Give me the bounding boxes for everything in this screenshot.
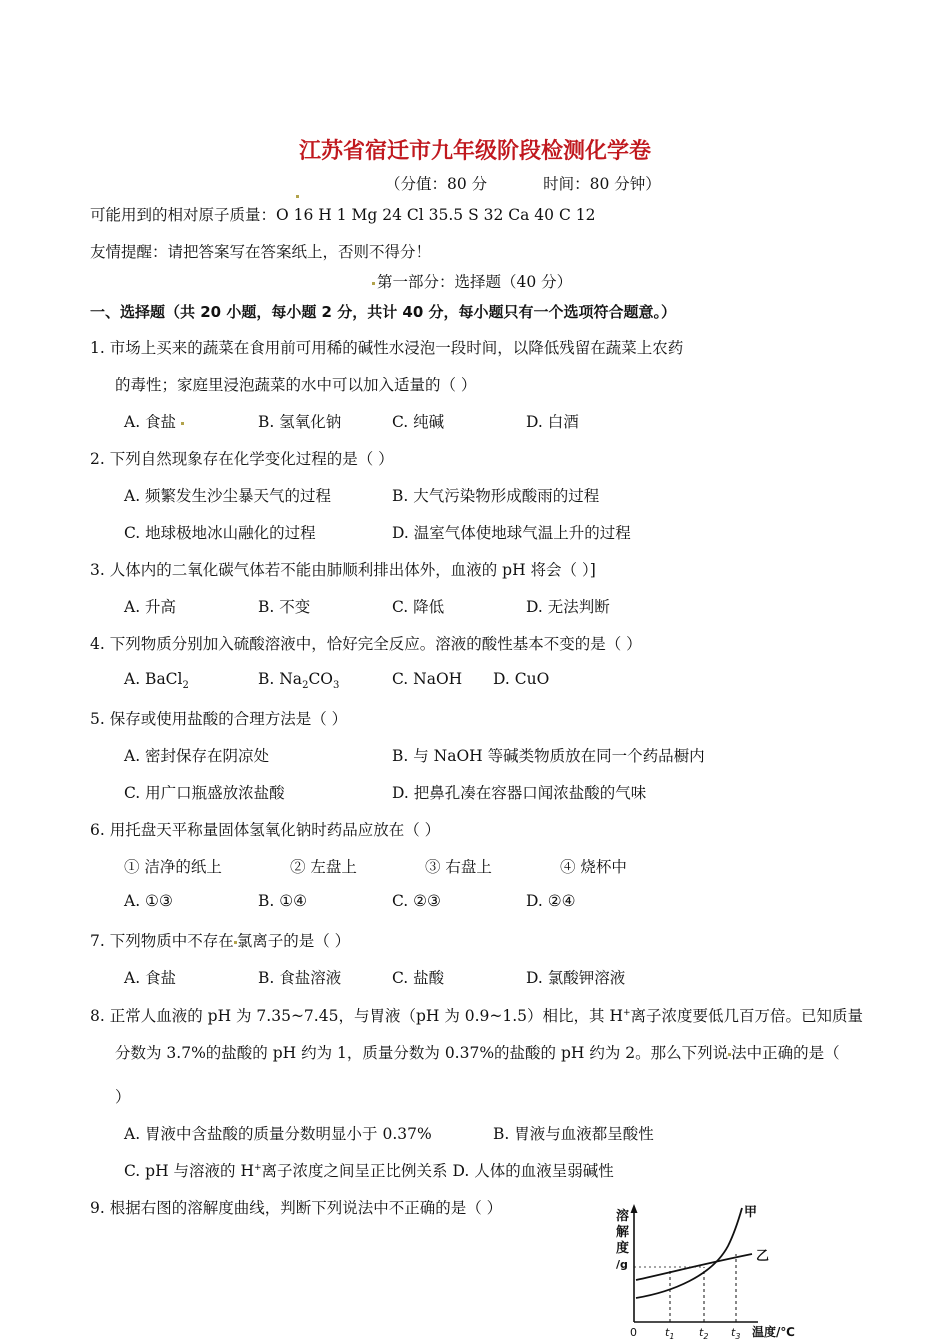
q7-option-c: C. 盐酸 <box>392 969 445 987</box>
q1-option-c: C. 纯碱 <box>392 413 445 431</box>
q3-stem: 3. 人体内的二氧化碳气体若不能由肺顺利排出体外，血液的 pH 将会（ ）] <box>90 561 596 579</box>
ylabel-unit: /g <box>616 1258 628 1271</box>
q5-option-d: D. 把鼻孔凑在容器口闻浓盐酸的气味 <box>392 784 647 802</box>
q9-stem: 9. 根据右图的溶解度曲线，判断下列说法中不正确的是（ ） <box>90 1199 503 1217</box>
q1-stem-line2: 的毒性；家庭里浸泡蔬菜的水中可以加入适量的（ ） <box>115 376 477 394</box>
q4-option-b: B. $Na_2CO_3$ <box>258 670 340 692</box>
q4-option-a: A. BaCl$_2$ <box>124 670 189 692</box>
q7-option-a: A. 食盐 <box>124 969 177 987</box>
origin-label: 0 <box>630 1326 637 1339</box>
q6-item-3: ③ 右盘上 <box>425 858 492 876</box>
t3-label: $t_3$ <box>731 1326 741 1341</box>
q3-option-d: D. 无法判断 <box>526 598 610 616</box>
q6-item-1: ① 洁净的纸上 <box>124 858 222 876</box>
ylabel-char-3: 度 <box>616 1241 630 1256</box>
q2-option-a: A. 频繁发生沙尘暴天气的过程 <box>124 487 332 505</box>
decor-dot <box>296 186 299 204</box>
q5-option-c: C. 用广口瓶盛放浓盐酸 <box>124 784 285 802</box>
q1-option-a: A. 食盐 <box>124 410 184 432</box>
q6-option-b: B. ①④ <box>258 892 308 910</box>
atomic-mass-line: 可能用到的相对原子质量：O 16 H 1 Mg 24 Cl 35.5 S 32 Ca 40 C 12 <box>90 206 596 224</box>
x-axis-label: 温度/℃ <box>752 1325 795 1339</box>
q6-option-a: A. ①③ <box>124 892 173 910</box>
y-axis-arrow <box>631 1204 638 1213</box>
time-info: 时间：80 分钟） <box>543 175 661 193</box>
curve-jia-label: 甲 <box>744 1205 758 1220</box>
q6-option-c: C. ②③ <box>392 892 441 910</box>
q8-stem-line2: 分数为 3.7%的盐酸的 pH 约为 1，质量分数为 0.37%的盐酸的 pH 约为 2。那么下列说 法中正确的是（ <box>115 1044 840 1062</box>
curve-yi-label: 乙 <box>756 1249 770 1264</box>
curve-yi <box>636 1254 752 1280</box>
q1-option-b: B. 氢氧化钠 <box>258 413 342 431</box>
q8-option-c-d: C. pH 与溶液的 H+离子浓度之间呈正比例关系 D. 人体的血液呈弱碱性 <box>124 1162 614 1180</box>
q8-stem-line3: ） <box>115 1088 131 1106</box>
q3-option-b: B. 不变 <box>258 598 311 616</box>
q5-option-a: A. 密封保存在阴凉处 <box>124 747 270 765</box>
q8-option-b: B. 胃液与血液都呈酸性 <box>493 1125 654 1143</box>
q4-option-d: D. CuO <box>493 670 550 688</box>
q4-option-c: C. NaOH <box>392 670 463 688</box>
q6-stem: 6. 用托盘天平称量固体氢氧化钠时药品应放在（ ） <box>90 821 441 839</box>
q1-option-d: D. 白酒 <box>526 413 579 431</box>
exam-meta <box>385 172 661 194</box>
section-heading: 一、选择题（共 20 小题，每小题 2 分，共计 40 分，每小题只有一个选项符合题意。） <box>90 303 677 321</box>
q6-item-2: ② 左盘上 <box>290 858 357 876</box>
part-title: 第一部分：选择题（40 分） <box>372 270 572 292</box>
page-title: 江苏省宿迁市九年级阶段检测化学卷 <box>298 139 651 164</box>
solubility-graph <box>612 1200 812 1344</box>
t2-label: $t_2$ <box>699 1326 709 1341</box>
t1-label: $t_1$ <box>665 1326 675 1341</box>
q8-option-a: A. 胃液中含盐酸的质量分数明显小于 0.37% <box>124 1125 432 1143</box>
q6-option-d: D. ②④ <box>526 892 576 910</box>
q3-option-a: A. 升高 <box>124 598 177 616</box>
q2-option-c: C. 地球极地冰山融化的过程 <box>124 524 316 542</box>
q1-stem-line1: 1. 市场上买来的蔬菜在食用前可用稀的碱性水浸泡一段时间，以降低残留在蔬菜上农药 <box>90 339 684 357</box>
q7-stem: 7. 下列物质中不存在 氯离子的是（ ） <box>90 932 351 950</box>
q6-item-4: ④ 烧杯中 <box>560 858 627 876</box>
ylabel-char-2: 解 <box>616 1225 630 1240</box>
q5-option-b: B. 与 NaOH 等碱类物质放在同一个药品橱内 <box>392 747 705 765</box>
q3-option-c: C. 降低 <box>392 598 445 616</box>
q2-stem: 2. 下列自然现象存在化学变化过程的是（ ） <box>90 450 394 468</box>
q4-stem: 4. 下列物质分别加入硫酸溶液中，恰好完全反应。溶液的酸性基本不变的是（ ） <box>90 635 642 653</box>
q2-option-d: D. 温室气体使地球气温上升的过程 <box>392 524 631 542</box>
reminder-line: 友情提醒：请把答案写在答案纸上，否则不得分！ <box>90 243 432 261</box>
q8-stem-line1: 8. 正常人血液的 pH 为 7.35~7.45，与胃液（pH 为 0.9~1.5）相比，其 H+离子浓度要低几百万倍。已知质量 <box>90 1007 864 1025</box>
curve-jia <box>636 1208 742 1298</box>
q2-option-b: B. 大气污染物形成酸雨的过程 <box>392 487 600 505</box>
score-info: （分值：80 分 <box>385 175 488 193</box>
q7-option-b: B. 食盐溶液 <box>258 969 342 987</box>
ylabel-char-1: 溶 <box>616 1209 630 1224</box>
q5-stem: 5. 保存或使用盐酸的合理方法是（ ） <box>90 710 348 728</box>
q7-option-d: D. 氯酸钾溶液 <box>526 969 626 987</box>
